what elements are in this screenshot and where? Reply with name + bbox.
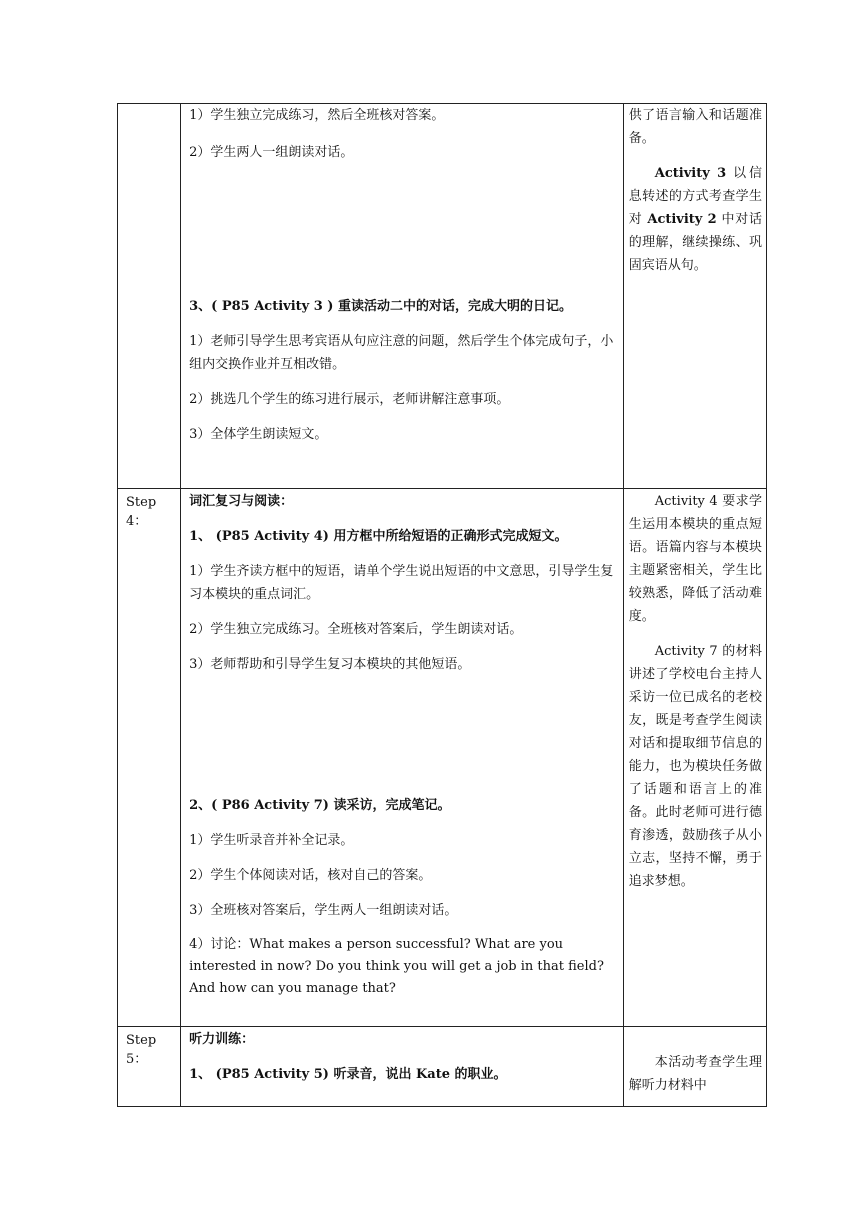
- activity-heading: 1、 (P85 Activity 5) 听录音，说出 Kate 的职业。: [189, 1067, 507, 1082]
- notes-cell: [623, 1027, 766, 1107]
- procedure-line: 2）学生两人一组朗读对话。: [189, 145, 354, 160]
- notes-cell: [623, 104, 766, 489]
- procedure-cell: [181, 104, 624, 489]
- procedure-line: 2）学生独立完成练习。全班核对答案后，学生朗读对话。: [189, 622, 523, 637]
- procedure-line: 1）学生听录音并补全记录。: [189, 833, 354, 848]
- step-label: Step 5：: [126, 1033, 157, 1067]
- activity-heading: 2、( P86 Activity 7) 读采访，完成笔记。: [189, 798, 451, 813]
- procedure-cell: [181, 489, 624, 1027]
- note-text: 供了语言输入和话题准备。: [628, 108, 762, 146]
- procedure-line: 1）学生独立完成练习，然后全班核对答案。: [189, 108, 445, 123]
- activity-heading: 3、( P85 Activity 3 ) 重读活动二中的对话，完成大明的日记。: [189, 299, 572, 314]
- note-text: Activity 3 以信息转述的方式考查学生对 Activity 2 中对话的理解，继续操练、巩固宾语从句。: [628, 166, 762, 273]
- note-text: 本活动考查学生理解听力材料中: [628, 1055, 762, 1093]
- procedure-line: 3）全班核对答案后，学生两人一组朗读对话。: [189, 903, 458, 918]
- note-text: Activity 4 要求学生运用本模块的重点短语。语篇内容与本模块主题紧密相关，学生比较熟悉，降低了活动难度。: [628, 494, 762, 624]
- procedure-line: 1）老师引导学生思考宾语从句应注意的问题，然后学生个体完成句子，小组内交换作业并互相改错。: [189, 334, 614, 372]
- activity-heading: 1、 (P85 Activity 4) 用方框中所给短语的正确形式完成短文。: [189, 529, 568, 544]
- procedure-line: 2）学生个体阅读对话，核对自己的答案。: [189, 868, 432, 883]
- procedure-line: 3）全体学生朗读短文。: [189, 427, 328, 442]
- step-cell: [118, 489, 181, 1027]
- table-row: [118, 104, 767, 489]
- procedure-line: 1）学生齐读方框中的短语，请单个学生说出短语的中文意思，引导学生复习本模块的重点词汇。: [189, 564, 614, 602]
- table-row: [118, 489, 767, 1027]
- step-cell: [118, 104, 181, 489]
- procedure-cell: [181, 1027, 624, 1107]
- section-heading: 词汇复习与阅读：: [189, 494, 294, 509]
- step-cell: [118, 1027, 181, 1107]
- section-heading: 听力训练：: [189, 1032, 255, 1047]
- note-text: Activity 7 的材料讲述了学校电台主持人采访一位已成名的老校友，既是考查学生阅读对话和提取细节信息的能力，也为模块任务做了话题和语言上的准备。此时老师可进行德育渗透，鼓励孩子从小立志，坚持不懈，勇于追求梦想。: [628, 644, 762, 889]
- procedure-line: 4）讨论：What makes a person successful? What are you interested in now? Do you think you will get a job in that field? And how can you manage that?: [189, 937, 604, 996]
- table-row: [118, 1027, 767, 1107]
- procedure-line: 3）老师帮助和引导学生复习本模块的其他短语。: [189, 657, 471, 672]
- procedure-line: 2）挑选几个学生的练习进行展示，老师讲解注意事项。: [189, 392, 510, 407]
- step-label: Step 4：: [126, 495, 157, 529]
- lesson-plan-table: [117, 103, 767, 1107]
- notes-cell: [623, 489, 766, 1027]
